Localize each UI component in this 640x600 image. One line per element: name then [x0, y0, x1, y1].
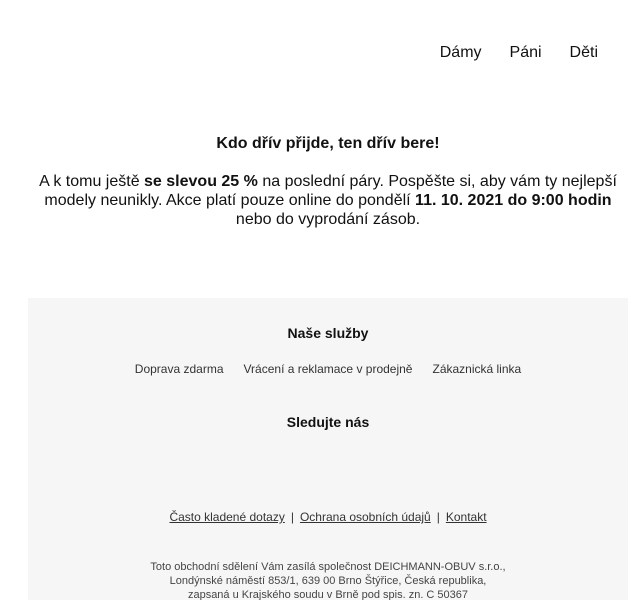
footer-links	[28, 509, 628, 525]
contact-link[interactable]: Kontakt	[445, 510, 487, 524]
legal-line: zapsaná u Krajského soudu v Brně pod spis. zn. C 50367	[187, 589, 469, 600]
nav-item-pani[interactable]: Páni	[509, 44, 542, 61]
promo-text-part-3: na poslední páry. Pospěšte si, aby vám ty nejlepší modely neunikly. Akce platí pouze online do pondělí	[44, 173, 617, 209]
legal-line: Londýnské náměstí 853/1, 639 00 Brno Štýřice, Česká republika,	[169, 575, 487, 587]
service-link-customer-line[interactable]: Zákaznická linka	[432, 362, 522, 376]
faq-link[interactable]: Často kladené dotazy	[169, 510, 285, 524]
services-title: Naše služby	[287, 325, 369, 341]
service-link-free-shipping[interactable]: Doprava zdarma	[134, 362, 224, 376]
nav-item-damy[interactable]: Dámy	[439, 44, 482, 61]
legal-notice	[28, 560, 628, 600]
service-link-returns[interactable]: Vrácení a reklamace v prodejně	[243, 362, 413, 376]
services-list	[28, 361, 628, 377]
promo-title: Kdo dřív přijde, ten dřív bere!	[216, 135, 440, 152]
promo-text-part-1: A k tomu ještě	[39, 173, 145, 190]
privacy-link[interactable]: Ochrana osobních údajů	[299, 510, 431, 524]
follow-us-title: Sledujte nás	[286, 414, 370, 430]
promo-deadline: 11. 10. 2021 do 9:00 hodin	[415, 192, 612, 209]
footer	[28, 298, 628, 600]
link-separator: |	[290, 510, 294, 524]
promo-section	[28, 134, 628, 229]
promo-text	[28, 172, 628, 229]
legal-line: Toto obchodní sdělení Vám zasílá společnost DEICHMANN-OBUV s.r.o.,	[150, 561, 506, 573]
promo-discount: se slevou 25 %	[144, 173, 258, 190]
top-navigation	[440, 44, 598, 62]
nav-item-deti[interactable]: Děti	[569, 44, 598, 61]
link-separator: |	[436, 510, 440, 524]
promo-text-part-5: nebo do vyprodání zásob.	[235, 211, 421, 228]
